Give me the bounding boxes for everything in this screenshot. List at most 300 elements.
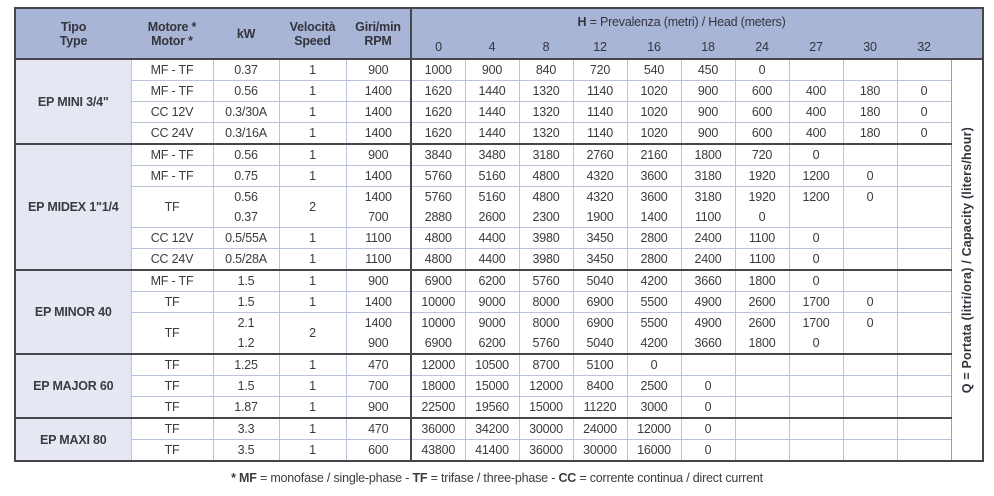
q-value: 700 bbox=[368, 210, 389, 224]
head-value-cell bbox=[411, 376, 465, 397]
q-value: 3180 bbox=[694, 169, 722, 183]
q-value: 1.5 bbox=[237, 295, 255, 309]
q-value bbox=[844, 440, 897, 460]
col-header-kw-label: kW bbox=[236, 26, 256, 41]
head-value-cell bbox=[411, 440, 465, 462]
head-value-cell bbox=[789, 313, 843, 355]
speed-cell: 1 bbox=[279, 59, 346, 81]
q-axis-label: Q = Portata (litri/ora) / Capacity (liters/hour) bbox=[959, 126, 974, 394]
col-header-kw bbox=[213, 8, 279, 59]
q-value: 1.5 bbox=[237, 379, 255, 393]
motor-cell: CC 24V bbox=[131, 123, 213, 145]
head-value-cell bbox=[681, 249, 735, 271]
q-value: 1920 bbox=[748, 169, 776, 183]
head-value-cell bbox=[843, 354, 897, 376]
head-value-cell bbox=[573, 418, 627, 440]
q-value: 900 bbox=[368, 274, 389, 288]
head-value-cell bbox=[681, 123, 735, 145]
q-value bbox=[844, 145, 897, 165]
q-value: 41400 bbox=[475, 443, 509, 457]
table-body bbox=[15, 59, 983, 461]
head-value-cell bbox=[843, 292, 897, 313]
head-value-cell bbox=[465, 440, 519, 462]
head-value-cell bbox=[897, 102, 951, 123]
head-value-cell bbox=[735, 123, 789, 145]
q-value: 600 bbox=[751, 126, 773, 140]
head-value-cell bbox=[573, 166, 627, 187]
q-value: 2400 bbox=[694, 252, 722, 266]
q-value: 4320 bbox=[586, 190, 614, 204]
group-name: EP MIDEX 1"1/4 bbox=[28, 200, 119, 214]
head-value-cell bbox=[681, 440, 735, 462]
head-columns-title bbox=[411, 8, 951, 35]
motor-cell: TF bbox=[131, 292, 213, 313]
kw-cell bbox=[213, 166, 279, 187]
head-value-cell bbox=[519, 440, 573, 462]
head-value-cell bbox=[627, 123, 681, 145]
q-value: 8000 bbox=[532, 316, 560, 330]
q-value: 0 bbox=[704, 400, 712, 414]
head-value-cell bbox=[789, 440, 843, 462]
head-value-cell bbox=[789, 249, 843, 271]
q-value: 18000 bbox=[421, 379, 456, 393]
head-value-cell bbox=[465, 313, 519, 355]
table-row bbox=[15, 166, 983, 187]
col-header-rpm-line2: RPM bbox=[364, 33, 392, 48]
head-value-cell bbox=[681, 59, 735, 81]
col-header-tipo-line2: Type bbox=[59, 33, 88, 48]
speed-cell: 1 bbox=[279, 81, 346, 102]
q-value: 0.75 bbox=[234, 169, 258, 183]
header-row-top bbox=[15, 8, 983, 35]
q-value: 0 bbox=[812, 231, 820, 245]
head-value-cell bbox=[573, 440, 627, 462]
q-value: 3450 bbox=[586, 252, 614, 266]
head-value-cell bbox=[627, 292, 681, 313]
head-value-cell bbox=[843, 270, 897, 292]
q-value bbox=[844, 271, 897, 291]
q-value: 1800 bbox=[748, 274, 776, 288]
head-value-cell bbox=[411, 187, 465, 228]
head-value-cell bbox=[897, 59, 951, 81]
head-value-cell bbox=[681, 270, 735, 292]
head-value-cell bbox=[411, 102, 465, 123]
q-value: 1620 bbox=[424, 126, 452, 140]
head-value-cell bbox=[627, 166, 681, 187]
head-value-cell bbox=[411, 144, 465, 166]
q-value: 3840 bbox=[424, 148, 452, 162]
group-name-cell bbox=[15, 59, 131, 144]
q-value bbox=[898, 333, 951, 353]
head-value-cell bbox=[573, 270, 627, 292]
head-value-cell bbox=[843, 228, 897, 249]
head-value-cell bbox=[681, 313, 735, 355]
q-value: 4200 bbox=[640, 336, 668, 350]
q-value: 0.5/55A bbox=[225, 231, 267, 245]
head-value-cell bbox=[573, 376, 627, 397]
q-value: 1400 bbox=[364, 84, 392, 98]
q-value: 2880 bbox=[424, 210, 452, 224]
head-value-cell bbox=[519, 292, 573, 313]
q-value: 1800 bbox=[748, 336, 776, 350]
speed-cell: 1 bbox=[279, 354, 346, 376]
q-value: 0.37 bbox=[234, 63, 258, 77]
head-value-cell bbox=[465, 81, 519, 102]
rpm-cell bbox=[346, 228, 411, 249]
table-row bbox=[15, 81, 983, 102]
q-value: 6900 bbox=[586, 316, 614, 330]
kw-cell bbox=[213, 397, 279, 419]
q-value bbox=[844, 60, 897, 80]
motor-cell: TF bbox=[131, 418, 213, 440]
motor-cell: MF - TF bbox=[131, 59, 213, 81]
head-value-cell bbox=[465, 270, 519, 292]
q-value: 1320 bbox=[532, 105, 560, 119]
rpm-cell bbox=[346, 81, 411, 102]
head-value-cell bbox=[465, 187, 519, 228]
q-value bbox=[790, 419, 843, 439]
q-value: 22500 bbox=[421, 400, 456, 414]
head-col-header: 12 bbox=[573, 35, 627, 59]
head-value-cell bbox=[735, 102, 789, 123]
kw-cell bbox=[213, 376, 279, 397]
speed-cell: 1 bbox=[279, 376, 346, 397]
speed-cell: 1 bbox=[279, 228, 346, 249]
q-value: 1200 bbox=[802, 169, 830, 183]
head-value-cell bbox=[627, 440, 681, 462]
footnote-segment: = corrente continua / direct current bbox=[576, 471, 763, 485]
q-value: 1.2 bbox=[237, 336, 255, 350]
head-title-symbol: H bbox=[577, 15, 587, 29]
q-value: 470 bbox=[368, 358, 389, 372]
q-value: 900 bbox=[368, 400, 389, 414]
head-value-cell bbox=[789, 376, 843, 397]
head-value-cell bbox=[519, 397, 573, 419]
q-value: 5500 bbox=[640, 295, 668, 309]
q-value: 6900 bbox=[586, 295, 614, 309]
head-value-cell bbox=[627, 313, 681, 355]
q-value: 6900 bbox=[424, 336, 452, 350]
q-value: 0.37 bbox=[234, 210, 258, 224]
q-value: 5100 bbox=[586, 358, 614, 372]
head-value-cell bbox=[735, 376, 789, 397]
q-value bbox=[844, 355, 897, 375]
q-value: 3980 bbox=[532, 231, 560, 245]
head-value-cell bbox=[411, 397, 465, 419]
q-value bbox=[898, 440, 951, 460]
q-value: 2400 bbox=[694, 231, 722, 245]
q-value bbox=[898, 187, 951, 207]
q-value: 4800 bbox=[532, 190, 560, 204]
head-value-cell bbox=[519, 81, 573, 102]
head-value-cell bbox=[573, 292, 627, 313]
kw-cell bbox=[213, 228, 279, 249]
q-value: 36000 bbox=[421, 422, 456, 436]
footnote bbox=[0, 471, 994, 485]
q-value: 0 bbox=[812, 252, 820, 266]
q-value: 2760 bbox=[586, 148, 614, 162]
q-value: 1920 bbox=[748, 190, 776, 204]
q-value: 3660 bbox=[694, 336, 722, 350]
motor-cell: TF bbox=[131, 187, 213, 228]
head-value-cell bbox=[735, 292, 789, 313]
head-value-cell bbox=[465, 397, 519, 419]
head-value-cell bbox=[789, 123, 843, 145]
q-value bbox=[736, 376, 789, 396]
rpm-cell bbox=[346, 144, 411, 166]
head-value-cell bbox=[411, 249, 465, 271]
head-col-header: 32 bbox=[897, 35, 951, 59]
rpm-cell bbox=[346, 249, 411, 271]
rpm-cell bbox=[346, 376, 411, 397]
table-row bbox=[15, 313, 983, 355]
q-value: 0.3/16A bbox=[225, 126, 267, 140]
q-value: 0 bbox=[758, 63, 766, 77]
q-value: 2300 bbox=[532, 210, 560, 224]
head-value-cell bbox=[735, 418, 789, 440]
motor-cell: TF bbox=[131, 354, 213, 376]
head-value-cell bbox=[843, 376, 897, 397]
motor-cell: MF - TF bbox=[131, 166, 213, 187]
motor-cell: MF - TF bbox=[131, 81, 213, 102]
head-value-cell bbox=[789, 59, 843, 81]
q-value bbox=[898, 419, 951, 439]
speed-cell: 1 bbox=[279, 166, 346, 187]
head-value-cell bbox=[573, 102, 627, 123]
head-value-cell bbox=[789, 144, 843, 166]
q-value: 36000 bbox=[529, 443, 563, 457]
q-value: 1320 bbox=[532, 126, 560, 140]
q-value: 1400 bbox=[364, 190, 392, 204]
head-value-cell bbox=[735, 249, 789, 271]
q-value: 4400 bbox=[478, 252, 506, 266]
rpm-cell bbox=[346, 166, 411, 187]
q-value: 2500 bbox=[640, 379, 668, 393]
q-value: 600 bbox=[368, 443, 389, 457]
q-value: 10500 bbox=[475, 358, 509, 372]
q-value: 2600 bbox=[478, 210, 506, 224]
q-value bbox=[898, 355, 951, 375]
q-value: 1020 bbox=[640, 105, 668, 119]
q-value: 2.1 bbox=[237, 316, 255, 330]
speed-cell: 1 bbox=[279, 102, 346, 123]
head-value-cell bbox=[843, 397, 897, 419]
head-value-cell bbox=[897, 249, 951, 271]
head-col-header: 18 bbox=[681, 35, 735, 59]
head-value-cell bbox=[627, 81, 681, 102]
q-value: 600 bbox=[751, 105, 773, 119]
q-value: 1400 bbox=[364, 316, 392, 330]
head-value-cell bbox=[465, 59, 519, 81]
head-value-cell bbox=[411, 292, 465, 313]
head-title-text: = Prevalenza (metri) / Head (meters) bbox=[586, 15, 786, 29]
q-value: 0.3/30A bbox=[225, 105, 267, 119]
q-value bbox=[790, 60, 843, 80]
q-value: 4800 bbox=[424, 252, 452, 266]
q-value: 180 bbox=[859, 126, 881, 140]
head-value-cell bbox=[519, 270, 573, 292]
q-value: 1400 bbox=[640, 210, 668, 224]
kw-cell bbox=[213, 249, 279, 271]
q-value bbox=[898, 397, 951, 417]
group-name: EP MAXI 80 bbox=[39, 432, 107, 447]
q-value: 3000 bbox=[640, 400, 668, 414]
q-value: 0.56 bbox=[234, 84, 258, 98]
q-value: 2800 bbox=[640, 231, 668, 245]
col-header-motor bbox=[131, 8, 213, 59]
rpm-cell bbox=[346, 440, 411, 462]
head-value-cell bbox=[897, 187, 951, 228]
q-value: 10000 bbox=[421, 316, 456, 330]
head-value-cell bbox=[465, 292, 519, 313]
head-value-cell bbox=[681, 187, 735, 228]
head-value-cell bbox=[519, 249, 573, 271]
head-value-cell bbox=[411, 123, 465, 145]
q-value bbox=[736, 355, 789, 375]
kw-cell bbox=[213, 123, 279, 145]
table-row bbox=[15, 59, 983, 81]
q-value: 4800 bbox=[532, 169, 560, 183]
kw-cell bbox=[213, 292, 279, 313]
q-value: 0 bbox=[812, 148, 820, 162]
head-value-cell bbox=[519, 59, 573, 81]
motor-cell: TF bbox=[131, 397, 213, 419]
head-value-cell bbox=[735, 228, 789, 249]
col-header-tipo bbox=[15, 8, 131, 59]
head-value-cell bbox=[411, 166, 465, 187]
head-col-header: 27 bbox=[789, 35, 843, 59]
group-name: EP MINOR 40 bbox=[34, 305, 112, 319]
col-header-motor-line1: Motore * bbox=[147, 19, 197, 34]
q-value: 900 bbox=[481, 63, 503, 77]
kw-cell bbox=[213, 440, 279, 462]
table-row bbox=[15, 123, 983, 145]
q-value bbox=[898, 207, 951, 227]
table-row bbox=[15, 292, 983, 313]
head-value-cell bbox=[897, 81, 951, 102]
head-value-cell bbox=[573, 187, 627, 228]
q-value: 5500 bbox=[640, 316, 668, 330]
q-value: 180 bbox=[859, 84, 881, 98]
q-value: 0 bbox=[704, 379, 712, 393]
head-value-cell bbox=[789, 292, 843, 313]
head-value-cell bbox=[681, 81, 735, 102]
q-value: 2800 bbox=[640, 252, 668, 266]
q-value: 1100 bbox=[365, 252, 392, 266]
head-value-cell bbox=[627, 144, 681, 166]
head-value-cell bbox=[465, 123, 519, 145]
head-value-cell bbox=[411, 418, 465, 440]
q-value: 15000 bbox=[475, 379, 509, 393]
head-value-cell bbox=[735, 81, 789, 102]
head-value-cell bbox=[465, 228, 519, 249]
q-value: 1100 bbox=[748, 231, 776, 245]
q-value: 840 bbox=[535, 63, 557, 77]
head-value-cell bbox=[897, 228, 951, 249]
table-row bbox=[15, 228, 983, 249]
rpm-cell bbox=[346, 313, 411, 355]
q-value: 3180 bbox=[532, 148, 560, 162]
q-value: 900 bbox=[368, 336, 389, 350]
rpm-cell bbox=[346, 59, 411, 81]
kw-cell bbox=[213, 418, 279, 440]
head-value-cell bbox=[519, 166, 573, 187]
q-value: 700 bbox=[368, 379, 389, 393]
motor-cell: MF - TF bbox=[131, 144, 213, 166]
speed-cell: 2 bbox=[279, 187, 346, 228]
q-value: 400 bbox=[805, 105, 827, 119]
head-value-cell bbox=[735, 144, 789, 166]
head-value-cell bbox=[735, 166, 789, 187]
q-value: 540 bbox=[643, 63, 665, 77]
col-header-speed-line1: Velocità bbox=[289, 19, 336, 34]
head-col-header: 16 bbox=[627, 35, 681, 59]
q-value: 0 bbox=[758, 210, 766, 224]
head-value-cell bbox=[843, 123, 897, 145]
q-value: 1440 bbox=[478, 84, 506, 98]
q-value: 5040 bbox=[586, 274, 614, 288]
q-value: 1000 bbox=[424, 63, 452, 77]
kw-cell bbox=[213, 81, 279, 102]
q-axis-cell bbox=[951, 59, 983, 461]
head-value-cell bbox=[519, 228, 573, 249]
q-value bbox=[898, 271, 951, 291]
head-value-cell bbox=[681, 354, 735, 376]
head-value-cell bbox=[411, 354, 465, 376]
head-value-cell bbox=[627, 228, 681, 249]
q-value: 6200 bbox=[478, 274, 506, 288]
q-value: 1.5 bbox=[237, 274, 255, 288]
q-value: 5760 bbox=[532, 274, 560, 288]
kw-cell bbox=[213, 144, 279, 166]
group-name-cell bbox=[15, 270, 131, 354]
head-value-cell bbox=[411, 59, 465, 81]
q-value: 600 bbox=[751, 84, 773, 98]
q-value: 4900 bbox=[694, 295, 722, 309]
q-value: 3600 bbox=[640, 190, 668, 204]
q-value: 5160 bbox=[478, 169, 506, 183]
q-value bbox=[844, 376, 897, 396]
q-value: 3660 bbox=[694, 274, 722, 288]
q-value: 1140 bbox=[586, 126, 614, 140]
head-value-cell bbox=[627, 187, 681, 228]
pump-performance-table bbox=[14, 7, 984, 462]
head-value-cell bbox=[573, 313, 627, 355]
speed-cell: 1 bbox=[279, 397, 346, 419]
head-value-cell bbox=[519, 144, 573, 166]
head-value-cell bbox=[843, 418, 897, 440]
speed-cell: 1 bbox=[279, 292, 346, 313]
head-value-cell bbox=[897, 292, 951, 313]
q-value: 1800 bbox=[694, 148, 722, 162]
head-value-cell bbox=[789, 418, 843, 440]
q-value: 1020 bbox=[640, 126, 668, 140]
q-value: 8700 bbox=[532, 358, 560, 372]
q-value: 8400 bbox=[586, 379, 614, 393]
q-value: 0 bbox=[866, 295, 874, 309]
head-value-cell bbox=[735, 270, 789, 292]
q-value: 0 bbox=[920, 105, 928, 119]
table-row bbox=[15, 418, 983, 440]
table-row bbox=[15, 397, 983, 419]
q-value: 5760 bbox=[424, 190, 452, 204]
head-value-cell bbox=[627, 397, 681, 419]
head-value-cell bbox=[789, 187, 843, 228]
group-name: EP MAJOR 60 bbox=[33, 379, 114, 393]
q-value: 1620 bbox=[424, 84, 452, 98]
head-value-cell bbox=[573, 81, 627, 102]
head-value-cell bbox=[843, 313, 897, 355]
